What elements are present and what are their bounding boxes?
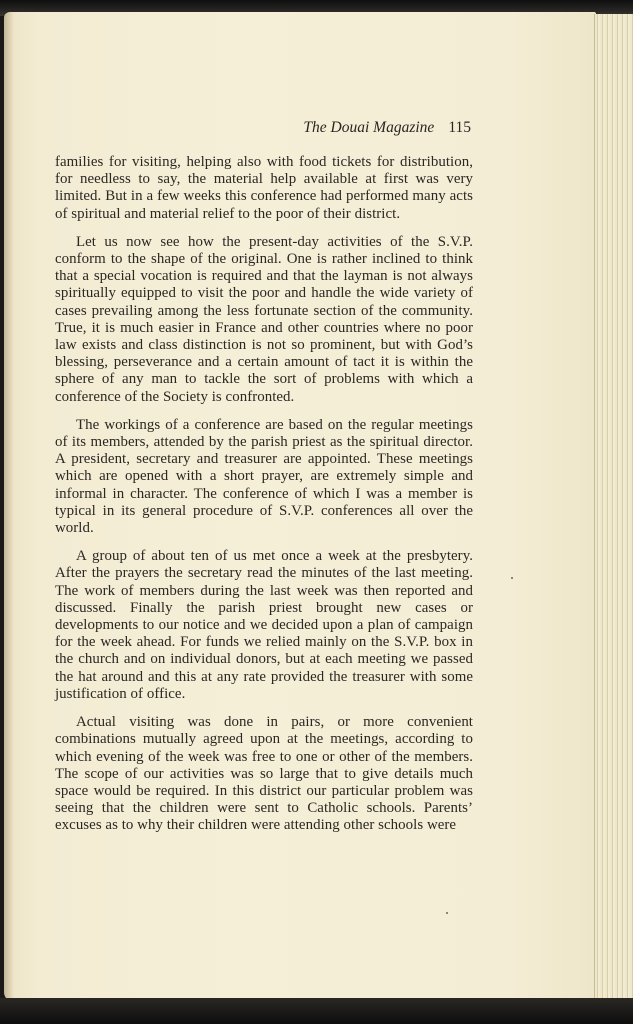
paragraph-4: A group of about ten of us met once a week at the presbytery. After the prayers the secretary read the minutes of the last meeting. The work of members during the last week was then reported and discussed. Finally the parish priest brought new cases or developments to our notice and we decided upon a plan of campaign for the week ahead. For funds we relied mainly on the S.V.P. box in the church and on individual donors, but at each meeting we passed the hat around and this at any rate provided the treasurer with some justification of office.	[55, 548, 473, 702]
paper-speck	[511, 577, 513, 579]
paragraph-1: families for visiting, helping also with food tickets for distribution, for needless to say, the material help available at first was very limited. But in a few weeks this conference had performed many acts of spiritual and material relief to the poor of their district.	[55, 154, 473, 222]
paragraph-2: Let us now see how the present-day activities of the S.V.P. conform to the shape of the original. One is rather inclined to think that a special vocation is required and that the layman is not always spiritually equipped to visit the poor and handle the wide variety of cases prevailing among the less fortunate section of the community. True, it is much easier in France and other countries where no poor law exists and class distinction is not so prominent, but with God’s blessing, perseverance and a certain amount of tact it is within the sphere of any man to tackle the sort of problems with which a conference of the Society is confronted.	[55, 233, 473, 405]
magazine-title: The Douai Magazine	[303, 119, 435, 136]
body-text	[55, 154, 473, 835]
page-edges-stack	[594, 14, 633, 1000]
page-number: 115	[448, 119, 471, 136]
paragraph-5: Actual visiting was done in pairs, or more convenient combinations mutually agreed upon at the meetings, according to which evening of the week was free to one or other of the members. The scope of our activities was so large that to give details much space would be required. In this district our particular problem was seeing that the children were sent to Catholic schools. Parents’ excuses as to why their children were attending other schools were	[55, 714, 473, 834]
paragraph-3: The workings of a conference are based on the regular meetings of its members, attended by the parish priest as the spiritual director. A president, secretary and treasurer are appointed. These meetings which are opened with a short prayer, are extremely simple and informal in character. The conference of which I was a member is typical in its general procedure of S.V.P. conferences all over the world.	[55, 416, 473, 537]
scanner-bottom-border	[0, 998, 633, 1024]
running-header	[55, 119, 471, 137]
paper-speck	[446, 912, 448, 914]
page-gutter-shadow	[4, 12, 14, 1002]
